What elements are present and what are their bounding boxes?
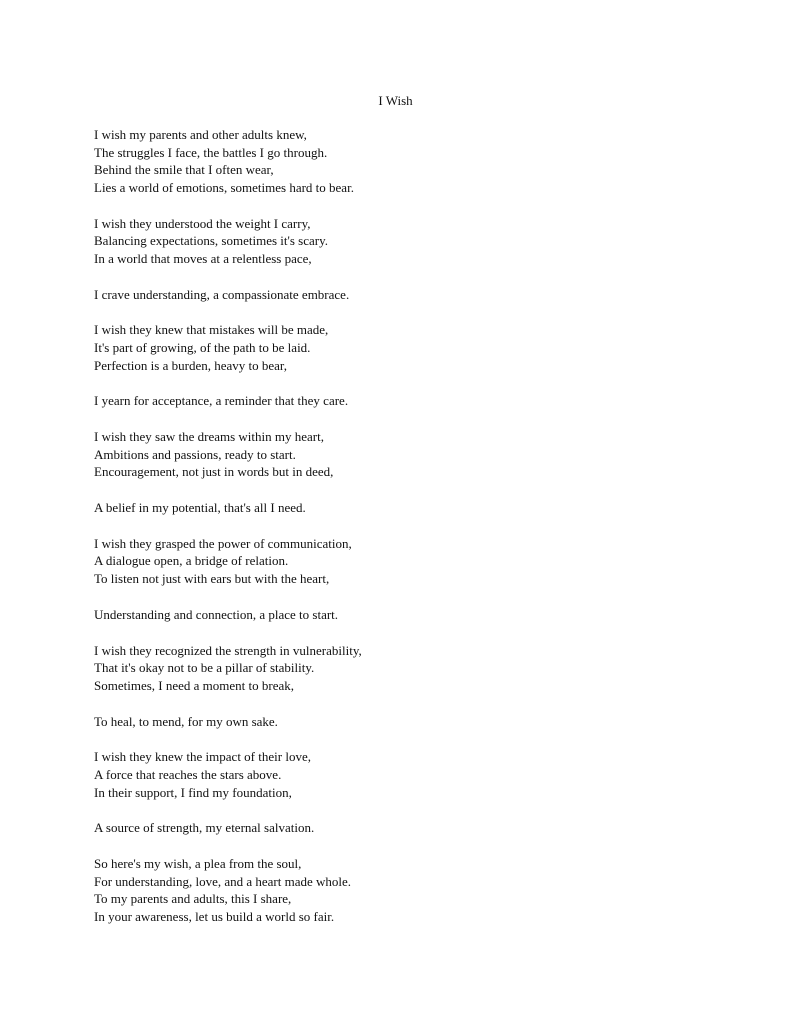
poem-line: In your awareness, let us build a world so fair. bbox=[94, 908, 335, 924]
stanza bbox=[94, 428, 714, 481]
stanza bbox=[94, 286, 714, 304]
poem-line: Lies a world of emotions, sometimes hard to bear. bbox=[94, 179, 354, 195]
stanza-gap bbox=[94, 517, 714, 535]
poem-body bbox=[94, 126, 714, 925]
poem-line: I yearn for acceptance, a reminder that they care. bbox=[94, 393, 349, 409]
poem-line: Sometimes, I need a moment to break, bbox=[94, 677, 295, 693]
poem-line: Perfection is a burden, heavy to bear, bbox=[94, 357, 287, 373]
stanza-gap bbox=[94, 623, 714, 641]
poem-line: I wish they grasped the power of communication, bbox=[94, 535, 352, 551]
stanza bbox=[94, 713, 714, 731]
poem-line: I wish they knew the impact of their love, bbox=[94, 749, 311, 765]
stanza-gap bbox=[94, 267, 714, 285]
poem-title: I Wish bbox=[378, 93, 413, 108]
poem-line: A source of strength, my eternal salvation. bbox=[94, 820, 315, 836]
poem-line: To my parents and adults, this I share, bbox=[94, 891, 292, 907]
poem-line: So here's my wish, a plea from the soul, bbox=[94, 856, 302, 872]
poem-line: Understanding and connection, a place to start. bbox=[94, 606, 339, 622]
poem-line: To heal, to mend, for my own sake. bbox=[94, 713, 278, 729]
poem-line: The struggles I face, the battles I go through. bbox=[94, 144, 328, 160]
poem-line: To listen not just with ears but with the heart, bbox=[94, 571, 330, 586]
poem-line: That it's okay not to be a pillar of stability. bbox=[94, 660, 315, 676]
poem-line: Ambitions and passions, ready to start. bbox=[94, 446, 296, 462]
stanza-gap bbox=[94, 837, 714, 855]
stanza bbox=[94, 535, 714, 588]
poem-line: I crave understanding, a compassionate embrace. bbox=[94, 286, 350, 302]
stanza bbox=[94, 215, 714, 268]
poem-line: In a world that moves at a relentless pace, bbox=[94, 250, 312, 266]
stanza-gap bbox=[94, 730, 714, 748]
stanza bbox=[94, 321, 714, 374]
poem-line: It's part of growing, of the path to be laid. bbox=[94, 339, 311, 355]
poem-line: Balancing expectations, sometimes it's scary. bbox=[94, 233, 328, 249]
stanza bbox=[94, 642, 714, 695]
poem-line: A belief in my potential, that's all I need. bbox=[94, 500, 306, 516]
stanza-gap bbox=[94, 374, 714, 392]
stanza bbox=[94, 499, 714, 517]
poem-line: Encouragement, not just in words but in deed, bbox=[94, 464, 334, 480]
stanza-gap bbox=[94, 303, 714, 321]
stanza bbox=[94, 606, 714, 624]
stanza bbox=[94, 748, 714, 801]
poem-line: I wish they knew that mistakes will be made, bbox=[94, 322, 329, 338]
poem-line: A dialogue open, a bridge of relation. bbox=[94, 553, 289, 569]
stanza bbox=[94, 855, 714, 925]
poem-line: I wish they recognized the strength in vulnerability, bbox=[94, 642, 362, 658]
stanza-gap bbox=[94, 481, 714, 499]
poem-line: In their support, I find my foundation, bbox=[94, 784, 292, 800]
stanza-gap bbox=[94, 801, 714, 819]
stanza bbox=[94, 819, 714, 837]
stanza-gap bbox=[94, 694, 714, 712]
stanza-gap bbox=[94, 196, 714, 214]
poem-line: I wish they understood the weight I carry, bbox=[94, 215, 311, 231]
stanza bbox=[94, 126, 714, 196]
poem-line: I wish my parents and other adults knew, bbox=[94, 127, 307, 142]
poem-line: For understanding, love, and a heart made whole. bbox=[94, 873, 352, 889]
stanza-gap bbox=[94, 410, 714, 428]
stanza-gap bbox=[94, 588, 714, 606]
poem-line: I wish they saw the dreams within my heart, bbox=[94, 429, 324, 445]
poem-line: Behind the smile that I often wear, bbox=[94, 162, 274, 178]
stanza bbox=[94, 392, 714, 410]
poem-line: A force that reaches the stars above. bbox=[94, 766, 282, 782]
